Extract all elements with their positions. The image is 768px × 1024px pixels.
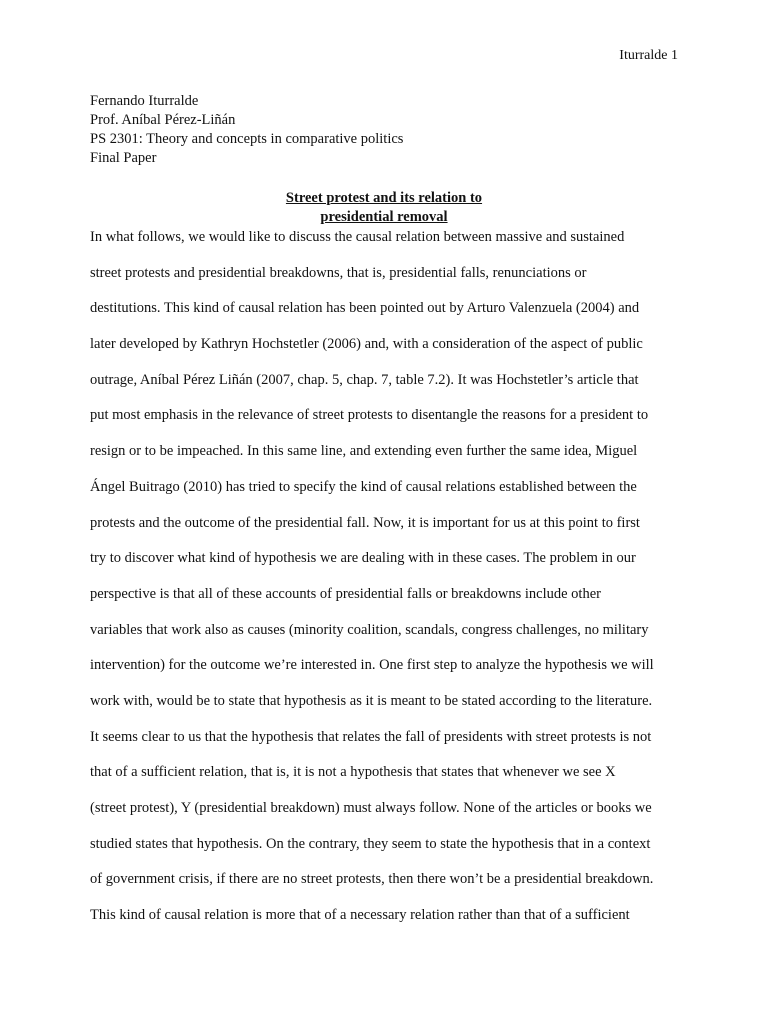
body-line: (street protest), Y (presidential breakdown) must always follow. None of the articles or books we <box>90 800 652 816</box>
paper-title <box>90 189 678 227</box>
body-line: try to discover what kind of hypothesis we are dealing with in these cases. The problem in our <box>90 550 636 567</box>
body-line: Ángel Buitrago (2010) has tried to specify the kind of causal relations established between the <box>90 478 637 495</box>
body-line: This kind of causal relation is more that of a necessary relation rather than that of a sufficient <box>90 907 630 924</box>
professor-name: Prof. Aníbal Pérez-Liñán <box>90 112 236 128</box>
body-line: In what follows, we would like to discuss the causal relation between massive and sustained <box>90 229 625 245</box>
body-line: of government crisis, if there are no street protests, then there won’t be a presidential breakdown. <box>90 871 654 888</box>
body-line: work with, would be to state that hypothesis as it is meant to be stated according to the literature. <box>90 692 653 709</box>
body-line: street protests and presidential breakdowns, that is, presidential falls, renunciations or <box>90 264 587 281</box>
course-name: PS 2301: Theory and concepts in comparative politics <box>90 131 404 147</box>
body-line: later developed by Kathryn Hochstetler (2006) and, with a consideration of the aspect of public <box>90 336 643 353</box>
body-line: It seems clear to us that the hypothesis that relates the fall of presidents with street protests is not <box>90 728 652 745</box>
body-line: variables that work also as causes (minority coalition, scandals, congress challenges, no military <box>90 621 649 638</box>
body-line: destitutions. This kind of causal relation has been pointed out by Arturo Valenzuela (2004) and <box>90 300 640 317</box>
body-line: outrage, Aníbal Pérez Liñán (2007, chap. 5, chap. 7, table 7.2). It was Hochstetler’s article that <box>90 371 639 388</box>
body-paragraph <box>90 227 690 941</box>
author-heading-block <box>90 92 403 168</box>
body-line: that of a sufficient relation, that is, it is not a hypothesis that states that whenever we see X <box>90 764 616 781</box>
assignment-type: Final Paper <box>90 150 157 166</box>
author-name: Fernando Iturralde <box>90 93 199 109</box>
body-line: intervention) for the outcome we’re interested in. One first step to analyze the hypothesis we will <box>90 657 654 674</box>
body-line: perspective is that all of these accounts of presidential falls or breakdowns include other <box>90 585 601 602</box>
paper-title-line: presidential removal <box>320 209 448 225</box>
body-line: resign or to be impeached. In this same line, and extending even further the same idea, Miguel <box>90 443 638 460</box>
paper-title-line: Street protest and its relation to <box>285 190 483 206</box>
body-line: protests and the outcome of the presidential fall. Now, it is important for us at this point to first <box>90 514 640 531</box>
running-header: Iturralde 1 <box>619 48 678 63</box>
body-line: put most emphasis in the relevance of street protests to disentangle the reasons for a president to <box>90 407 649 424</box>
body-line: studied states that hypothesis. On the contrary, they seem to state the hypothesis that in a context <box>90 835 651 852</box>
